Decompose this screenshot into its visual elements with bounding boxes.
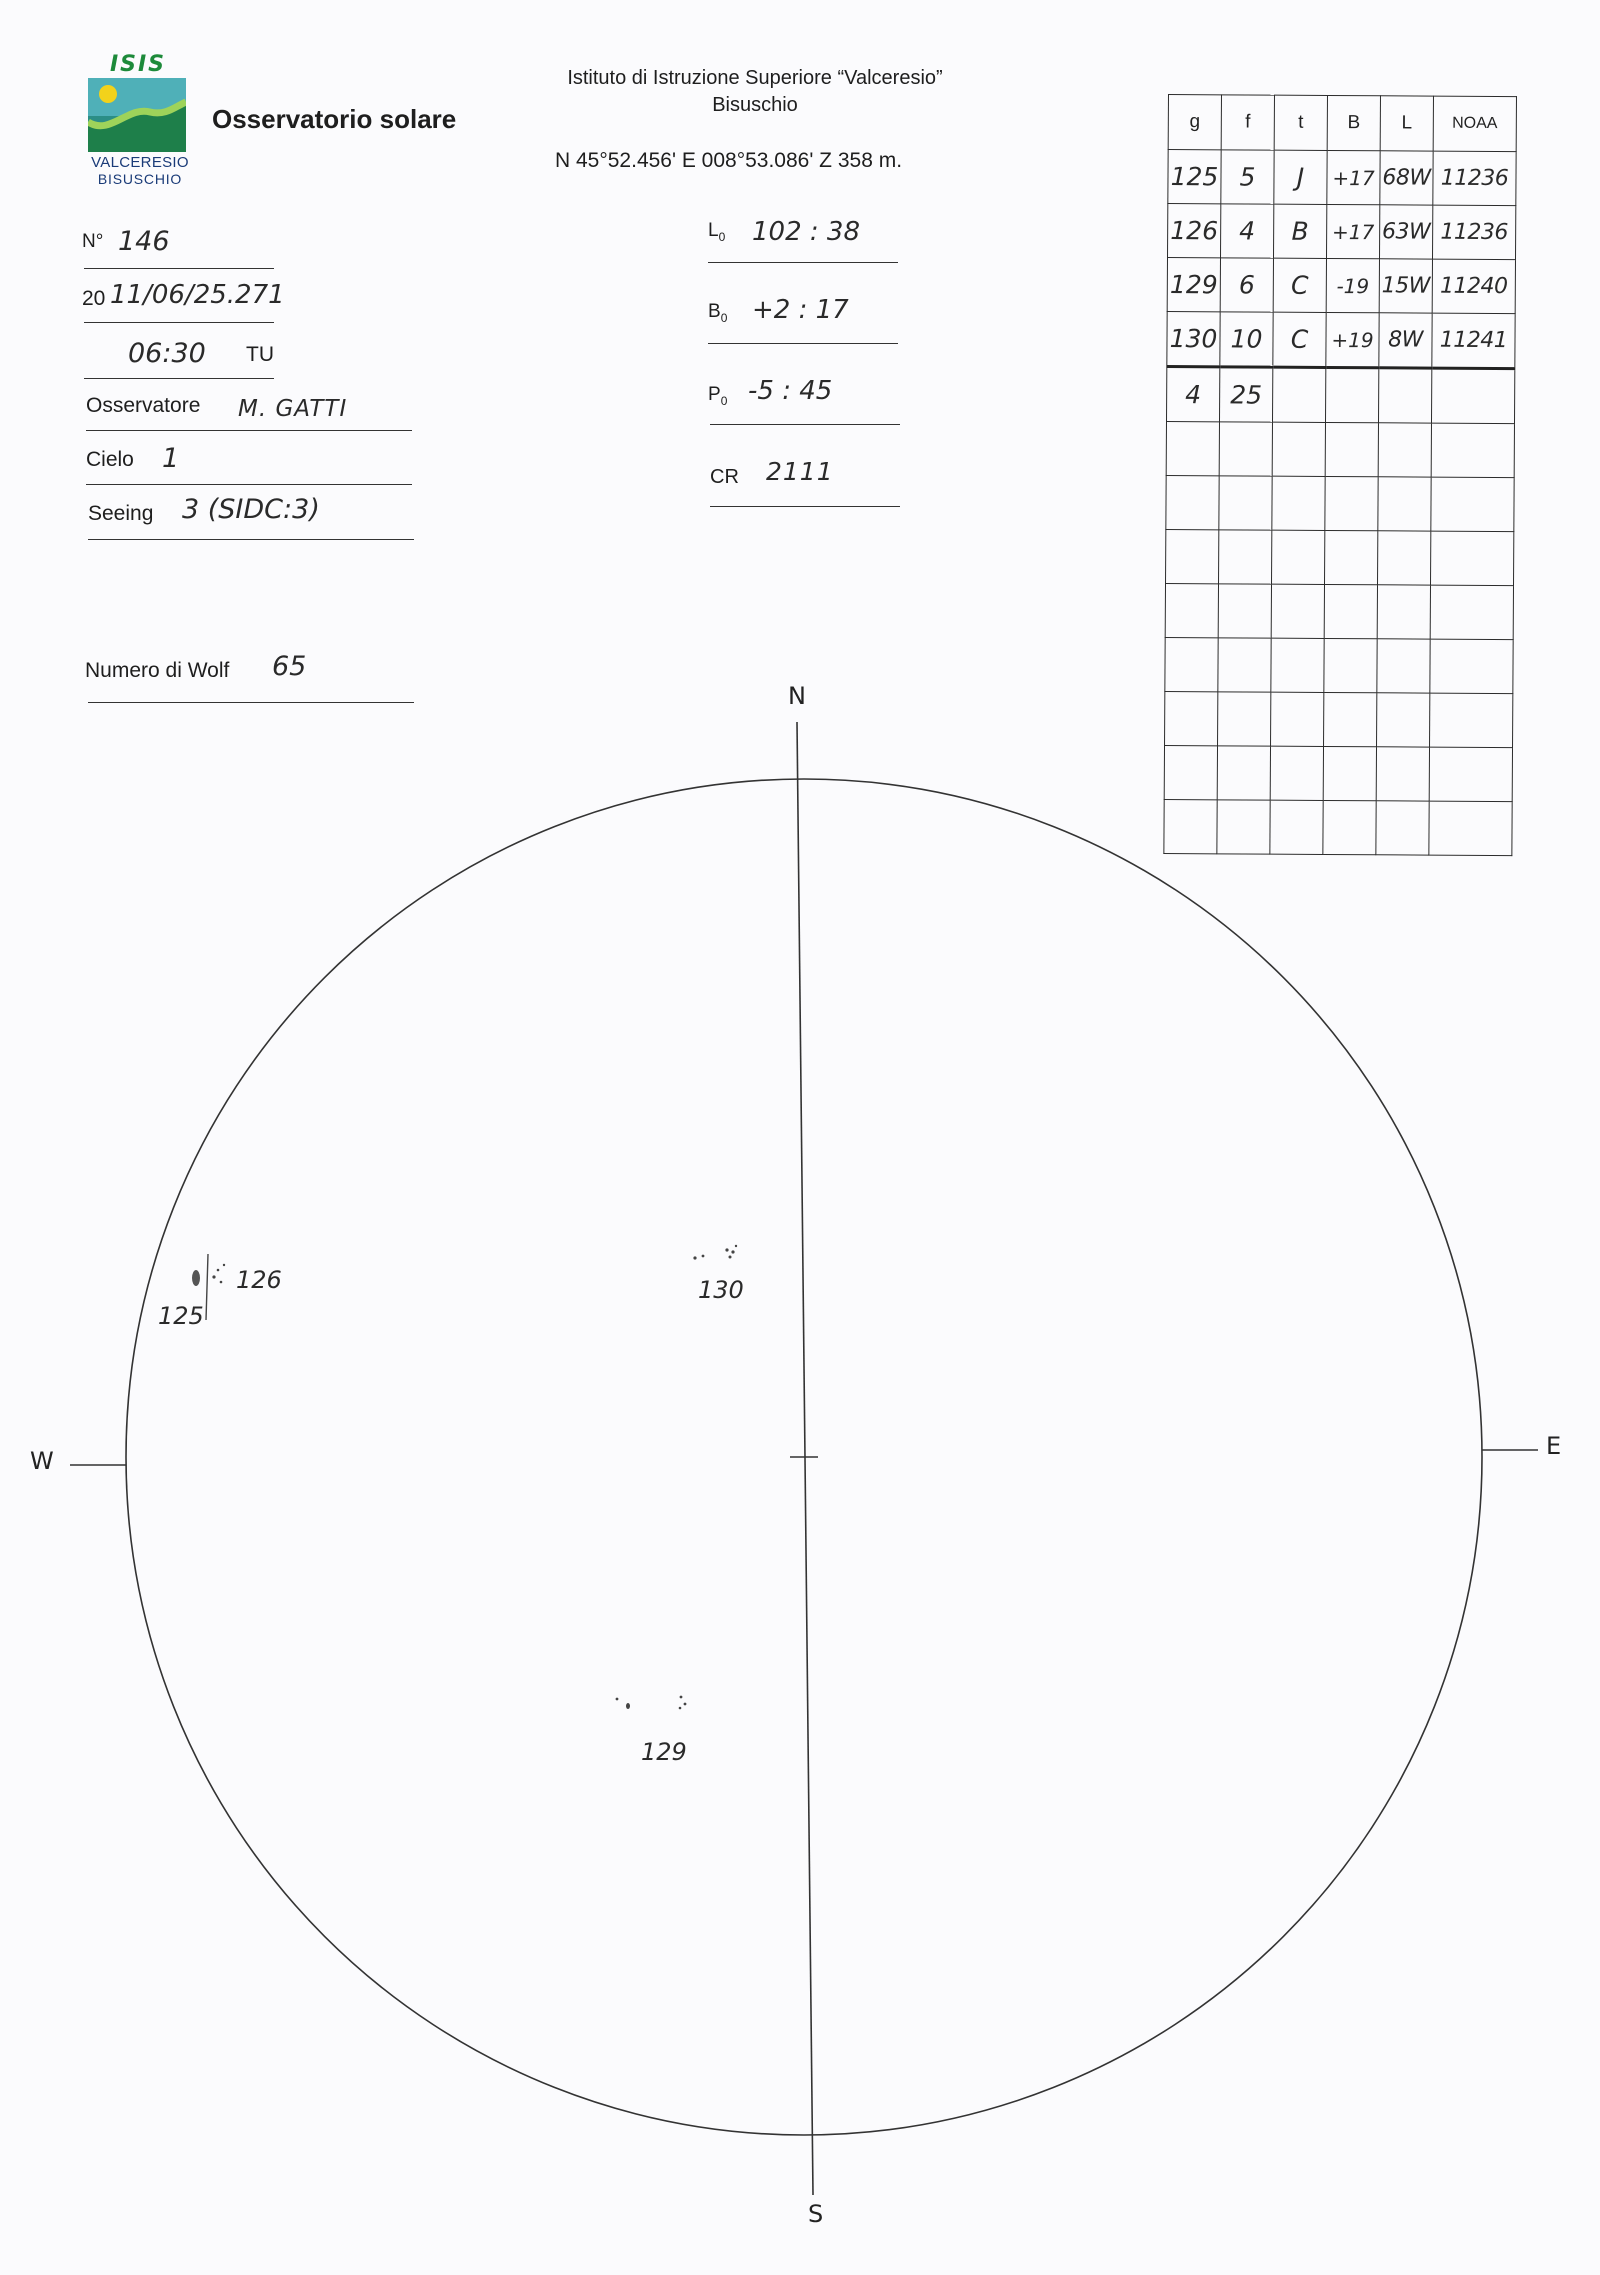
observer-value: M. GATTI	[238, 396, 348, 422]
sunspot	[684, 1703, 687, 1706]
cell-spots: 4	[1221, 204, 1274, 258]
empty-cell	[1378, 423, 1431, 477]
sunspot	[223, 1264, 225, 1266]
total-groups: 4	[1166, 366, 1219, 421]
empty-table-row	[1166, 475, 1514, 531]
empty-cell	[1431, 423, 1514, 478]
empty-cell	[1219, 422, 1272, 476]
empty-cell	[1219, 530, 1272, 584]
l0-value: 102 : 38	[752, 217, 860, 247]
site-coordinates: N 45°52.456' E 008°53.086' Z 358 m.	[555, 149, 903, 172]
col-header-l: L	[1380, 96, 1433, 151]
cell-noaa: 11240	[1432, 259, 1515, 314]
total-cell	[1378, 368, 1431, 423]
cell-spots: 5	[1221, 150, 1274, 204]
cell-group: 129	[1167, 258, 1220, 312]
group-label-129: 129	[641, 1738, 687, 1766]
sky-value: 1	[162, 443, 180, 474]
cell-type: C	[1273, 312, 1326, 367]
cell-group: 130	[1167, 311, 1220, 366]
empty-cell	[1325, 422, 1378, 476]
totals-row	[1166, 366, 1514, 423]
empty-cell	[1166, 475, 1219, 529]
valceresio-logo-icon	[88, 78, 186, 152]
empty-cell	[1219, 476, 1272, 530]
total-cell	[1325, 367, 1378, 422]
cell-noaa: 11236	[1432, 205, 1515, 260]
wolf-number-label: Numero di Wolf	[85, 659, 230, 682]
cell-latitude: +17	[1327, 150, 1380, 204]
col-header-f: f	[1221, 95, 1274, 150]
sunspot	[693, 1256, 696, 1259]
cell-latitude: +19	[1326, 312, 1379, 367]
cr-underline	[710, 506, 900, 507]
number-label: N°	[82, 231, 104, 252]
empty-cell	[1165, 583, 1218, 637]
observer-underline	[86, 430, 412, 431]
number-underline	[84, 268, 274, 269]
wolf-number-value: 65	[272, 651, 307, 682]
sunspot	[616, 1698, 619, 1701]
cell-group: 125	[1168, 150, 1221, 204]
sunspot	[679, 1707, 682, 1710]
date-value: 11/06/25.271	[110, 280, 285, 310]
cell-longitude: 63W	[1379, 205, 1432, 259]
sunspot	[731, 1250, 734, 1253]
institute-town: Bisuschio	[712, 94, 798, 116]
sunspot	[626, 1703, 630, 1709]
total-cell	[1272, 367, 1325, 422]
sunspot	[212, 1275, 215, 1278]
group-label-130: 130	[698, 1276, 744, 1304]
north-south-axis	[797, 722, 813, 2195]
seeing-label: Seeing	[88, 502, 154, 525]
seeing-value: 3 (SIDC:3)	[182, 494, 320, 525]
cell-noaa: 11241	[1432, 313, 1515, 369]
south-label: S	[808, 2200, 824, 2228]
logo-caption-line2: BISUSCHIO	[97, 171, 183, 187]
empty-cell	[1378, 477, 1431, 531]
col-header-b: B	[1327, 95, 1380, 150]
east-label: E	[1546, 1432, 1562, 1460]
cell-spots: 10	[1220, 312, 1273, 367]
empty-cell	[1431, 531, 1514, 586]
cell-type: J	[1274, 150, 1327, 204]
date-underline	[84, 322, 274, 323]
empty-cell	[1218, 584, 1271, 638]
sunspot	[680, 1696, 683, 1699]
empty-cell	[1431, 477, 1514, 532]
cr-label: CR	[710, 466, 739, 488]
table-row	[1168, 204, 1516, 260]
sunspot	[729, 1256, 732, 1259]
solar-disk-drawing	[0, 660, 1600, 2260]
west-label: W	[30, 1447, 54, 1475]
sky-label: Cielo	[86, 448, 134, 471]
empty-cell	[1325, 530, 1378, 584]
empty-cell	[1324, 584, 1377, 638]
empty-cell	[1272, 530, 1325, 584]
total-cell	[1431, 368, 1514, 424]
sunspot	[217, 1269, 220, 1272]
logo-wordmark-text: ISIS	[109, 52, 167, 76]
p0-value: -5 : 45	[748, 376, 833, 406]
table-row	[1167, 258, 1515, 314]
empty-cell	[1272, 476, 1325, 530]
cell-longitude: 15W	[1379, 259, 1432, 313]
group-divider	[206, 1254, 208, 1320]
empty-cell	[1166, 529, 1219, 583]
b0-underline	[708, 343, 898, 344]
north-label: N	[788, 682, 806, 710]
empty-cell	[1166, 421, 1219, 475]
logo-caption-line1: VALCERESIO	[91, 154, 189, 171]
seeing-underline	[88, 539, 414, 540]
total-spots: 25	[1219, 367, 1272, 422]
table-header-row	[1168, 95, 1516, 152]
date-prefix: 20	[82, 287, 106, 310]
col-header-noaa: NOAA	[1433, 96, 1516, 152]
cell-noaa: 11236	[1433, 151, 1516, 206]
l0-label: $L_0$	[708, 220, 726, 244]
cr-value: 2111	[766, 457, 834, 486]
sunspot	[725, 1248, 728, 1251]
number-value: 146	[118, 226, 170, 257]
b0-label: $B_0$	[708, 301, 728, 325]
cell-spots: 6	[1220, 258, 1273, 312]
time-underline	[84, 378, 274, 379]
empty-cell	[1271, 584, 1324, 638]
isis-logo-wordmark	[88, 52, 188, 76]
col-header-t: t	[1274, 95, 1327, 150]
cell-longitude: 8W	[1379, 313, 1432, 368]
p0-underline	[710, 424, 900, 425]
table-row	[1167, 311, 1515, 368]
group-label-125: 125	[158, 1302, 204, 1330]
empty-table-row	[1166, 421, 1514, 477]
observatory-title: Osservatorio solare	[212, 104, 457, 134]
p0-label: $P_0$	[708, 384, 728, 408]
sunspot	[702, 1255, 705, 1258]
empty-cell	[1378, 531, 1431, 585]
cell-longitude: 68W	[1380, 151, 1433, 205]
cell-type: C	[1273, 258, 1326, 312]
time-unit: TU	[246, 343, 274, 366]
empty-table-row	[1165, 583, 1513, 639]
empty-cell	[1272, 422, 1325, 476]
empty-cell	[1377, 585, 1430, 639]
l0-underline	[708, 262, 898, 263]
cell-latitude: +17	[1326, 204, 1379, 258]
sunspot-group-129	[616, 1696, 687, 1710]
b0-value: +2 : 17	[752, 295, 849, 325]
institute-name: Istituto di Istruzione Superiore “Valceresio”	[567, 67, 943, 89]
group-label-126: 126	[236, 1266, 282, 1294]
sunspot	[735, 1245, 737, 1247]
sunspot-group-130	[693, 1245, 737, 1260]
cell-group: 126	[1168, 204, 1221, 258]
empty-table-row	[1166, 529, 1514, 585]
col-header-g: g	[1168, 95, 1221, 150]
sunspot	[192, 1270, 200, 1286]
observer-label: Osservatore	[86, 394, 201, 417]
cell-latitude: -19	[1326, 258, 1379, 312]
sky-underline	[86, 484, 412, 485]
empty-cell	[1430, 585, 1513, 640]
sunspot	[220, 1281, 223, 1284]
time-value: 06:30	[128, 338, 206, 369]
cell-type: B	[1273, 204, 1326, 258]
empty-cell	[1325, 476, 1378, 530]
table-row	[1168, 150, 1516, 206]
